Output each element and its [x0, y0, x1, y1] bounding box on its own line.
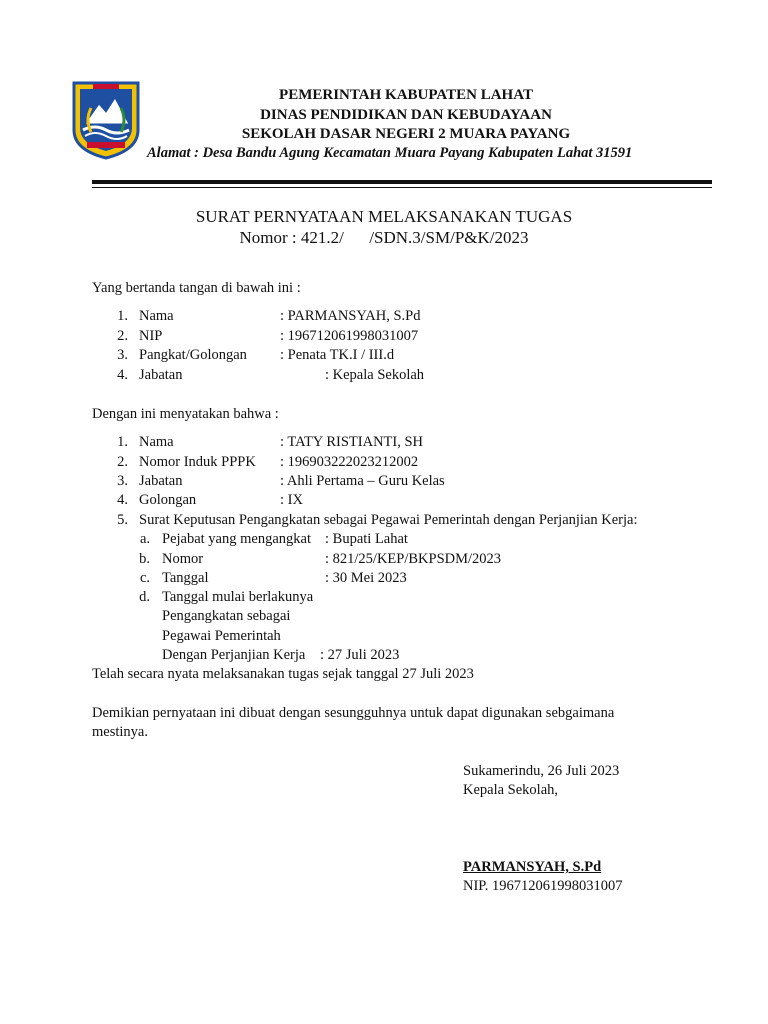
list-item-number: 5.: [117, 512, 128, 528]
sublist-item-letter: c.: [139, 570, 150, 586]
statement-text: Telah secara nyata melaksanakan tugas sejak tanggal 27 Juli 2023: [92, 666, 474, 682]
decree-label-date: Tanggal: [162, 570, 209, 586]
person-value-grade: : IX: [280, 492, 303, 508]
signer-value-nip: : 196712061998031007: [280, 328, 419, 344]
decree-label-effective-line: Dengan Perjanjian Kerja: [162, 647, 306, 663]
document-number: Nomor : 421.2/ /SDN.3/SM/P&K/2023: [239, 228, 529, 247]
person-label-position: Jabatan: [139, 473, 183, 489]
signer-label-name: Nama: [139, 308, 174, 324]
person-value-position: : Ahli Pertama – Guru Kelas: [280, 473, 445, 489]
person-value-name: : TATY RISTIANTI, SH: [280, 434, 424, 450]
declare-text: Dengan ini menyatakan bahwa :: [92, 406, 279, 422]
decree-label-official: Pejabat yang mengangkat: [162, 531, 311, 547]
signer-label-position: Jabatan: [139, 367, 183, 383]
list-item-number: 4.: [117, 367, 128, 383]
signature-name: PARMANSYAH, S.Pd: [463, 859, 602, 875]
header-rule-thick: [92, 180, 712, 184]
person-label-name: Nama: [139, 434, 174, 450]
gov-name: PEMERINTAH KABUPATEN LAHAT: [279, 87, 533, 103]
decree-value-date: : 30 Mei 2023: [325, 570, 407, 586]
decree-label-effective-line: Pegawai Pemerintah: [162, 628, 281, 644]
signature-place-date: Sukamerindu, 26 Juli 2023: [463, 763, 620, 779]
signer-value-rank: : Penata TK.I / III.d: [280, 347, 395, 363]
sublist-item-letter: a.: [139, 531, 150, 547]
intro-text: Yang bertanda tangan di bawah ini :: [92, 280, 301, 296]
person-label-decree: Surat Keputusan Pengangkatan sebagai Pegawai Pemerintah dengan Perjanjian Kerja:: [139, 512, 638, 528]
school-address: Alamat : Desa Bandu Agung Kecamatan Muara Payang Kabupaten Lahat 31591: [147, 145, 633, 161]
person-label-pppk: Nomor Induk PPPK: [139, 454, 256, 470]
signature-nip: NIP. 196712061998031007: [463, 878, 623, 894]
signature-position: Kepala Sekolah,: [463, 782, 559, 798]
decree-value-official: : Bupati Lahat: [325, 531, 408, 547]
list-item-number: 1.: [117, 434, 128, 450]
decree-label-effective-line: Pengangkatan sebagai: [162, 608, 291, 624]
school-name: SEKOLAH DASAR NEGERI 2 MUARA PAYANG: [241, 126, 571, 142]
person-value-pppk: : 196903222023212002: [280, 454, 419, 470]
signer-label-nip: NIP: [139, 328, 163, 344]
list-item-number: 2.: [117, 454, 128, 470]
closing-text: Demikian pernyataan ini dibuat dengan sesungguhnya untuk dapat digunakan sebgaimana: [92, 705, 615, 721]
decree-value-number: : 821/25/KEP/BKPSDM/2023: [325, 551, 502, 567]
document-title: SURAT PERNYATAAN MELAKSANAKAN TUGAS: [195, 207, 573, 226]
list-item-number: 3.: [117, 473, 128, 489]
decree-label-number: Nomor: [162, 551, 204, 567]
list-item-number: 3.: [117, 347, 128, 363]
decree-label-effective: Tanggal mulai berlakunya: [162, 589, 314, 605]
list-item-number: 4.: [117, 492, 128, 508]
list-item-number: 2.: [117, 328, 128, 344]
closing-text-continued: mestinya.: [92, 724, 148, 740]
person-label-grade: Golongan: [139, 492, 197, 508]
signer-value-name: : PARMANSYAH, S.Pd: [280, 308, 421, 324]
signer-label-rank: Pangkat/Golongan: [139, 347, 247, 363]
decree-value-effective: : 27 Juli 2023: [320, 647, 400, 663]
sublist-item-letter: b.: [139, 551, 150, 567]
signer-value-position: : Kepala Sekolah: [325, 367, 425, 383]
list-item-number: 1.: [117, 308, 128, 324]
department-name: DINAS PENDIDIKAN DAN KEBUDAYAAN: [260, 107, 552, 123]
header-rule-thin: [92, 187, 712, 188]
sublist-item-letter: d.: [139, 589, 150, 605]
